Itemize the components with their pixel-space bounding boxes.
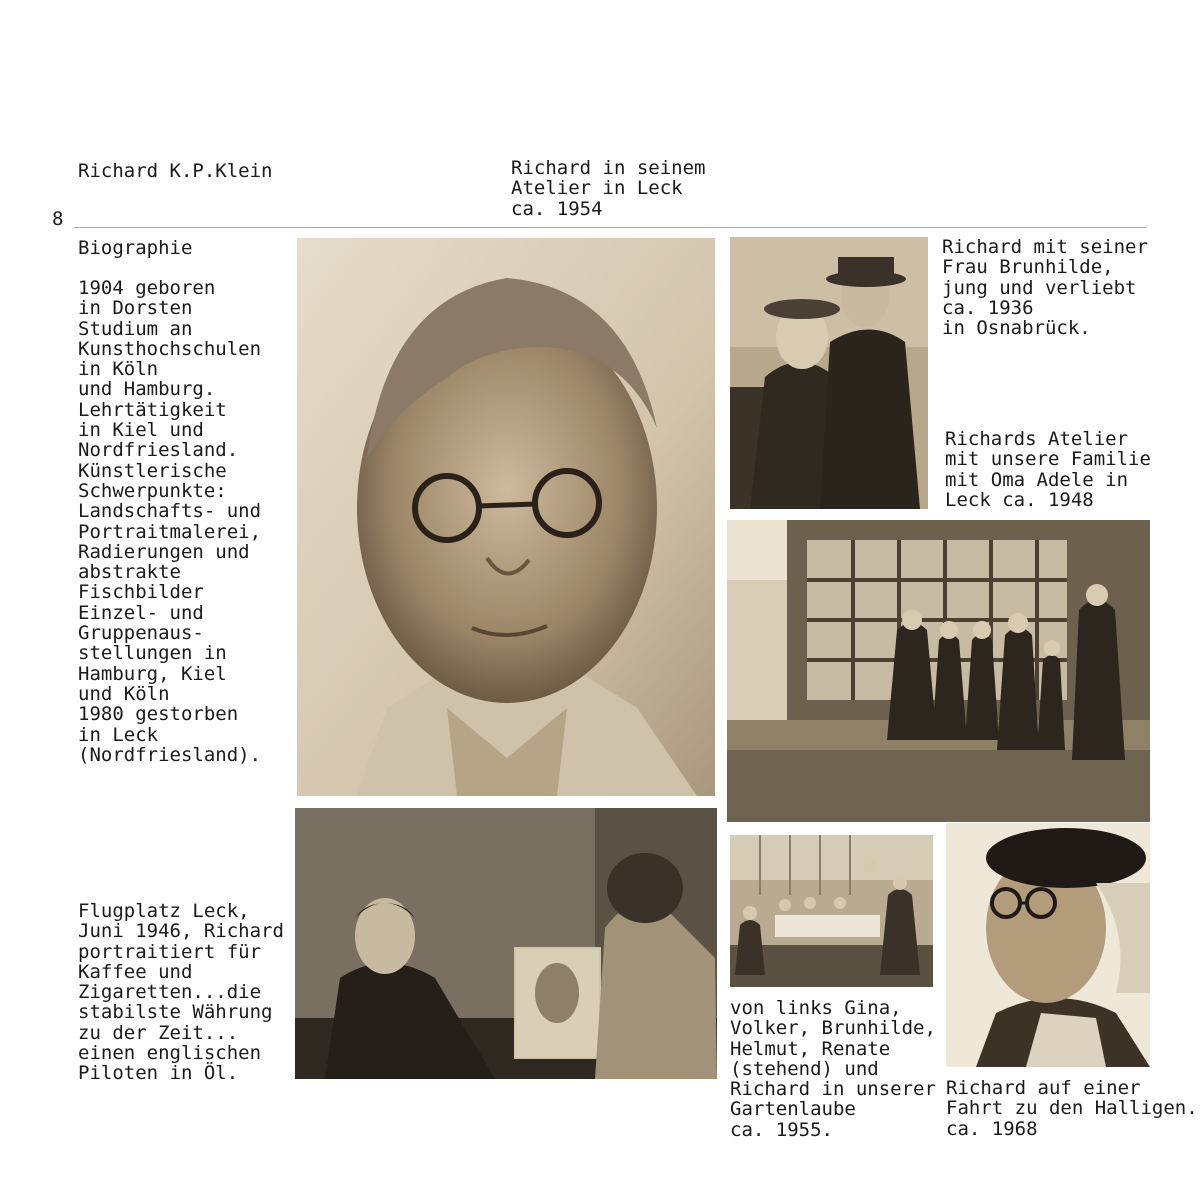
couple-photo-1936	[730, 237, 928, 509]
airfield-pilot-photo-1946	[295, 808, 717, 1079]
halligen-portrait-photo-1968	[946, 823, 1150, 1067]
header-rule	[74, 227, 1147, 228]
garden-photo-caption: von links Gina, Volker, Brunhilde, Helmut, Renate (stehend) und Richard in unserer Gartenlaube ca. 1955.	[730, 997, 936, 1141]
main-photo-caption: Richard in seinem Atelier in Leck ca. 1954	[511, 157, 706, 220]
atelier-family-photo-1948	[727, 520, 1150, 822]
author-name: Richard K.P.Klein	[78, 160, 273, 182]
atelier-family-caption: Richards Atelier mit unsere Familie mit Oma Adele in Leck ca. 1948	[945, 428, 1151, 511]
halligen-photo-caption: Richard auf einer Fahrt zu den Halligen. ca. 1968	[946, 1077, 1198, 1140]
biography-title: Biographie	[78, 237, 193, 259]
portrait-photo-1954	[297, 238, 715, 796]
biography-text: 1904 geboren in Dorsten Studium an Kunsthochschulen in Köln und Hamburg. Lehrtätigkeit in Kiel und Nordfriesland. Künstlerische Schwerpunkte: Landschafts- und Portraitmalerei, Radierungen und abstrakte Fischbilder Einzel- und Gruppenaus- stellungen in Hamburg, Kiel und Köln 1980 gestorben in Leck (Nordfriesland).	[78, 277, 262, 766]
page-number: 8	[52, 208, 64, 230]
couple-photo-caption: Richard mit seiner Frau Brunhilde, jung und verliebt ca. 1936 in Osnabrück.	[942, 236, 1148, 340]
airfield-photo-caption: Flugplatz Leck, Juni 1946, Richard portraitiert für Kaffee und Zigaretten...die stabilste Währung zu der Zeit... einen englischen Piloten in Öl.	[78, 900, 284, 1085]
garden-arbour-photo-1955	[730, 835, 933, 987]
